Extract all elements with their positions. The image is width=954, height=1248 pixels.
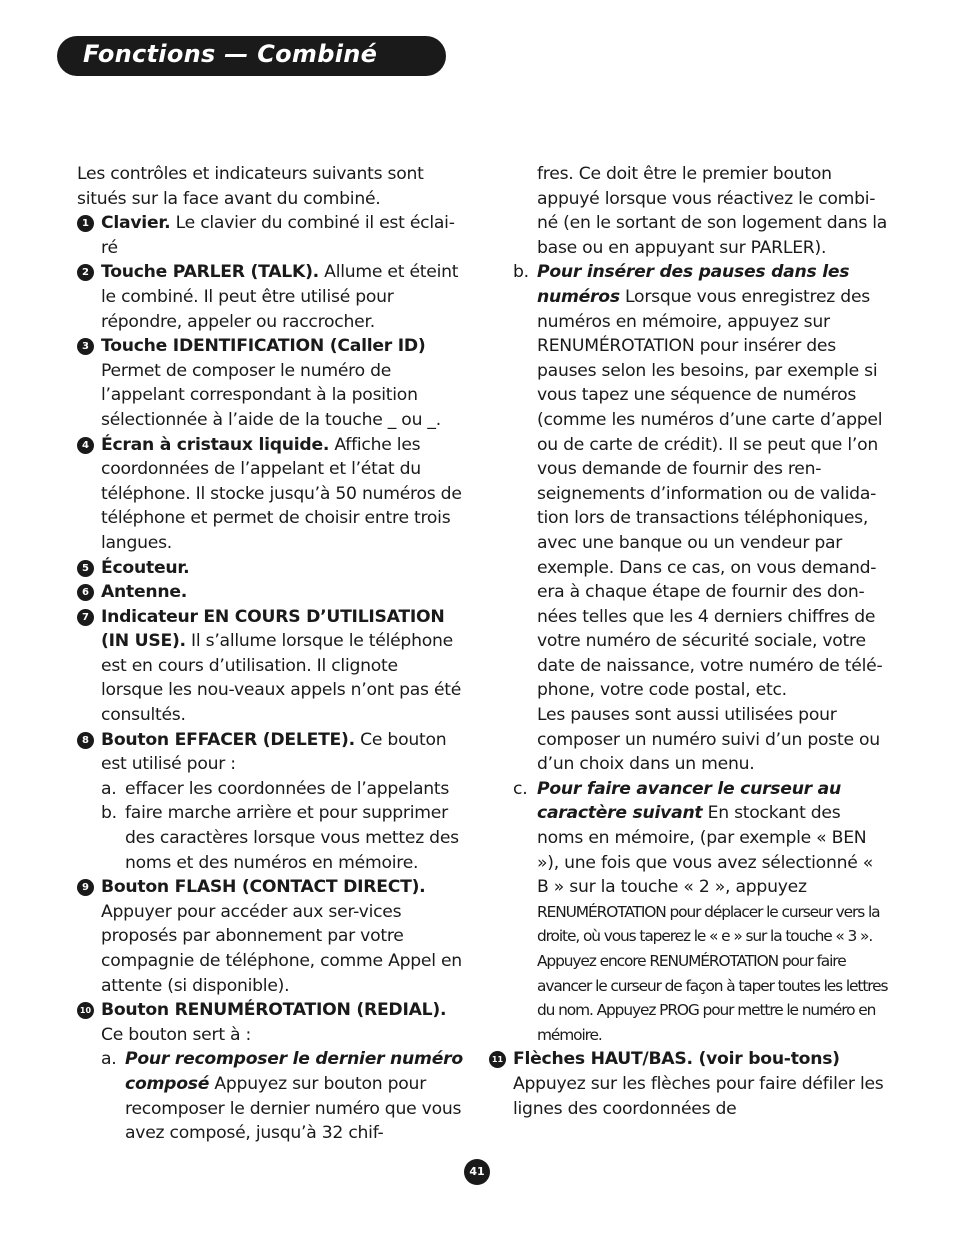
item-title: Touche PARLER (TALK). xyxy=(101,262,319,283)
item-up-down-arrows xyxy=(489,1047,889,1121)
sub-item-label: a. xyxy=(101,778,117,799)
item-number-badge: 4 xyxy=(77,437,94,454)
item-number-badge: 1 xyxy=(77,215,94,232)
item-text: Permet de composer le numéro de l’appelant correspondant à la position sélectionnée à l’aide de la touche _ ou _. xyxy=(101,360,441,430)
sub-item-text: effacer les coordonnées de l’appelants xyxy=(125,778,450,799)
sub-item xyxy=(77,777,463,802)
item-title: Écran à cristaux liquide. xyxy=(101,434,330,455)
item-keypad xyxy=(77,211,463,260)
item-number-badge: 10 xyxy=(77,1002,94,1019)
sub-item-text-continued: Les pauses sont aussi utilisées pour composer un numéro suivi d’un poste ou d’un choix dans un menu. xyxy=(537,705,880,775)
item-talk-button xyxy=(77,260,463,334)
item-delete-button xyxy=(77,728,463,777)
item-antenna xyxy=(77,580,463,605)
item-redial-button xyxy=(77,998,463,1047)
item-number-badge: 7 xyxy=(77,609,94,626)
sub-item-text-condensed: RENUMÉROTATION pour déplacer le curseur vers la droite, où vous taperez le « e » sur la touche « 3 ». Appuyez encore RENUMÉROTATION pour faire avancer le curseur de façon à taper toutes les lettres du nom. Appuyez PROG pour mettre le numéro en mémoire. xyxy=(537,902,888,1044)
sub-item-title: Pour recomposer le dernier numéro composé xyxy=(125,1049,463,1094)
sub-item-label: c. xyxy=(513,778,528,799)
item-text: Ce bouton sert à : xyxy=(101,1024,252,1045)
sub-item-title: Pour faire avancer le curseur au caractère suivant xyxy=(537,778,841,824)
sub-item-text: Lorsque vous enregistrez des numéros en mémoire, appuyez sur RENUMÉROTATION pour insérer des pauses selon les besoins, par exemple si vous tapez une séquence de numéros (comme les numéros d’une carte d’appel ou de carte de crédit). Il se peut que l’on vous demande de fournir des ren-seignements d’information ou de valida-tion lors de transactions téléphoniques, avec une banque ou un vendeur par exemple. Dans ce cas, on vous demand-era à chaque étape de fournir des don-nées telles que les 4 derniers chiffres de votre numéro de sécurité sociale, votre date de naissance, votre numéro de télé-phone, votre code postal, etc. xyxy=(537,286,883,701)
item-caller-id-button xyxy=(77,334,463,432)
item-text: Appuyer pour accéder aux ser-vices proposés par abonnement par votre compagnie de téléphone, comme Appel en attente (si disponible). xyxy=(101,901,462,996)
item-title: Antenne. xyxy=(101,582,188,603)
item-text: Il s’allume lorsque le téléphone est en cours d’utilisation. Il clignote lorsque les nou-veaux appels n’ont pas été consultés. xyxy=(101,631,462,726)
sub-item xyxy=(77,801,463,875)
right-column xyxy=(489,162,889,1121)
sub-item-label: a. xyxy=(101,1049,117,1070)
sub-item-text: Appuyez sur bouton pour recomposer le dernier numéro que vous avez composé, jusqu’à 32 chif- xyxy=(125,1073,462,1144)
sub-item-text: En stockant des noms en mémoire, (par exemple « BEN »), une fois que vous avez sélectionné « B » sur la touche « 2 », appuyez xyxy=(537,803,874,898)
sub-item xyxy=(489,260,889,703)
item-text: Le clavier du combiné il est éclai-ré xyxy=(101,213,455,258)
item-title: Clavier. xyxy=(101,213,171,234)
item-title: Flèches HAUT/BAS. (voir bou-tons) xyxy=(513,1049,840,1070)
sub-item-title: Pour insérer des pauses dans les numéros xyxy=(537,262,850,307)
item-title: Bouton EFFACER (DELETE). xyxy=(101,729,355,750)
item-title: Touche IDENTIFICATION (Caller ID) xyxy=(101,336,426,357)
item-number-badge: 11 xyxy=(489,1051,506,1068)
item-lcd-screen xyxy=(77,433,463,556)
sub-item-label: b. xyxy=(101,803,117,824)
item-number-badge: 5 xyxy=(77,560,94,577)
sub-item xyxy=(489,777,889,900)
item-title: Bouton RENUMÉROTATION (REDIAL). xyxy=(101,1000,447,1021)
sub-item-label: b. xyxy=(513,262,529,283)
item-number-badge: 9 xyxy=(77,879,94,896)
item-flash-button xyxy=(77,875,463,998)
item-text: Allume et éteint le combiné. Il peut être utilisé pour répondre, appeler ou raccrocher. xyxy=(101,262,459,332)
item-number-badge: 8 xyxy=(77,732,94,749)
item-text: Affiche les coordonnées de l’appelant et l’état du téléphone. Il stocke jusqu’à 50 numéros de téléphone et permet de choisir entre trois langues. xyxy=(101,434,462,553)
continued-text: fres. Ce doit être le premier bouton appuyé lorsque vous réactivez le combi-né (en le sortant de son logement dans la base ou en appuyant sur PARLER). xyxy=(537,164,888,258)
item-title: Écouteur. xyxy=(101,557,190,578)
left-column xyxy=(77,162,463,1146)
sub-item xyxy=(77,1047,463,1145)
item-title: Bouton FLASH (CONTACT DIRECT). xyxy=(101,877,426,898)
item-number-badge: 3 xyxy=(77,338,94,355)
section-title: Fonctions — Combiné xyxy=(83,40,378,68)
item-number-badge: 6 xyxy=(77,584,94,601)
item-text: Appuyez sur les flèches pour faire défiler les lignes des coordonnées de xyxy=(513,1073,884,1119)
item-earpiece xyxy=(77,556,463,581)
item-in-use-indicator xyxy=(77,605,463,728)
item-number-badge: 2 xyxy=(77,264,94,281)
section-header xyxy=(57,36,446,76)
sub-item-text: faire marche arrière et pour supprimer des caractères lorsque vous mettez des noms et des numéros en mémoire. xyxy=(125,803,459,873)
page-number: 41 xyxy=(464,1159,490,1185)
item-title: Indicateur EN COURS D’UTILISATION (IN USE). xyxy=(101,606,445,652)
item-text: Ce bouton est utilisé pour : xyxy=(101,729,447,775)
intro-paragraph: Les contrôles et indicateurs suivants sont situés sur la face avant du combiné. xyxy=(77,164,424,209)
